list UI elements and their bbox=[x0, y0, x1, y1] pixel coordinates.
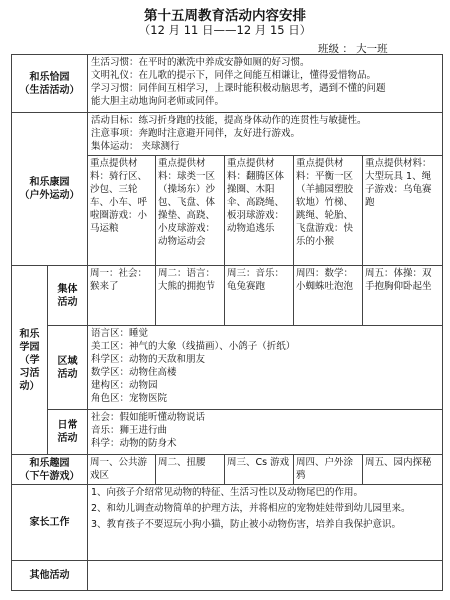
play-day-cell: 周三、Cs 游戏 bbox=[225, 455, 294, 485]
area-line: 数学区：动物住高楼 bbox=[91, 367, 177, 378]
play-day-cell: 周二、扭腰 bbox=[156, 455, 225, 485]
page-title: 第十五周教育活动内容安排 bbox=[144, 8, 306, 24]
group-day-cell: 周五：体操：双手抱胸仰卧起坐 bbox=[363, 266, 443, 326]
area-line: 科学区：动物的天敌和朋友 bbox=[91, 354, 206, 365]
outdoor-day-cell: 重点提供材料：平衡一区（羊捕园塑胶软地）竹梯、跳绳、轮胎、飞盘游戏：快乐的小猴 bbox=[294, 156, 363, 266]
life-row bbox=[12, 55, 443, 113]
outdoor-day-cell: 重点提供材料：骑行区、沙包、三轮车、小车、呼啦圈游戏：小马运粮 bbox=[88, 156, 156, 266]
outdoor-goal: 活动目标：练习折身跑的技能，提高身体动作的连贯性与敏捷性。 bbox=[91, 115, 367, 126]
other-content bbox=[88, 561, 443, 591]
daily-line: 科学：动物的防身术 bbox=[91, 438, 177, 449]
play-section-header: 和乐趣园 （下午游戏） bbox=[12, 455, 88, 485]
life-line: 文明礼仪：在儿歌的提示下，同伴之间能互相谦让，懂得爱惜物品。 bbox=[91, 70, 377, 81]
area-activity-label: 区域 活动 bbox=[48, 326, 88, 410]
play-day-cell: 周一、公共游戏区 bbox=[88, 455, 156, 485]
schedule-table bbox=[11, 54, 443, 591]
parents-content bbox=[88, 485, 443, 561]
study-group-row bbox=[12, 266, 443, 326]
other-row bbox=[12, 561, 443, 591]
study-area-row bbox=[12, 326, 443, 410]
parents-item: 1、向孩子介绍常见动物的特征、生活习性以及动物尾巴的作用。 bbox=[91, 487, 364, 498]
play-row bbox=[12, 455, 443, 485]
area-line: 语言区：睡觉 bbox=[91, 328, 149, 339]
parents-section-header: 家长工作 bbox=[12, 485, 88, 561]
group-day-cell: 周四：数学：小蜘蛛吐泡泡 bbox=[294, 266, 363, 326]
outdoor-intro-row bbox=[12, 113, 443, 156]
life-content bbox=[88, 55, 443, 113]
parents-item: 2、和幼儿调查动物简单的护理方法，并将相应的宠物娃娃带到幼儿园里来。 bbox=[91, 503, 411, 514]
outdoor-intro bbox=[88, 113, 443, 156]
area-activity-content bbox=[88, 326, 443, 410]
class-label: 班级 ： 大一班 bbox=[318, 43, 388, 55]
area-line: 角色区：宠物医院 bbox=[91, 393, 168, 404]
daily-activity-content bbox=[88, 410, 443, 455]
outdoor-section-header: 和乐康园 （户外运动） bbox=[12, 113, 88, 266]
parents-item: 3、教育孩子不要逗玩小狗小猫，防止被小动物伤害，培养自我保护意识。 bbox=[91, 519, 402, 530]
daily-activity-label: 日常 活动 bbox=[48, 410, 88, 455]
date-range: （12 月 11 日——12 月 15 日） bbox=[138, 23, 312, 37]
play-day-cell: 周五、园内探秘 bbox=[363, 455, 443, 485]
life-line: 学习习惯：同伴间互相学习，上课时能积极动脑思考，遇到不懂的问题 bbox=[91, 83, 386, 94]
study-daily-row bbox=[12, 410, 443, 455]
outdoor-notice: 注意事项：奔跑时注意避开同伴，友好进行游戏。 bbox=[91, 128, 301, 139]
other-section-header: 其他活动 bbox=[12, 561, 88, 591]
life-line: 生活习惯：在平时的漱洗中养成安静如厕的好习惯。 bbox=[91, 57, 310, 68]
group-day-cell: 周二：语言：大熊的拥抱节 bbox=[156, 266, 225, 326]
study-section-header: 和乐 学园 （学 习活 动） bbox=[12, 266, 48, 455]
group-activity-label: 集体 活动 bbox=[48, 266, 88, 326]
outdoor-day-cell: 重点提供材料：翻腾区体操圈、木阳伞、高跷绳、板羽球游戏：动物追逃乐 bbox=[225, 156, 294, 266]
outdoor-day-cell: 重点提供材料：球类一区（操场东）沙包、飞盘、体操垫、高跷、小皮球游戏：动物运动会 bbox=[156, 156, 225, 266]
daily-line: 社会：假如能听懂动物说话 bbox=[91, 412, 206, 423]
group-day-cell: 周三：音乐：龟兔赛跑 bbox=[225, 266, 294, 326]
outdoor-game: 集体运动： 夹球测行 bbox=[91, 141, 180, 152]
outdoor-day-cell: 重点提供材料：大型玩具 1、绳子游戏：乌龟赛跑 bbox=[363, 156, 443, 266]
life-line: 能大胆主动地询问老师或同伴。 bbox=[91, 96, 225, 107]
play-day-cell: 周四、户外涂鸦 bbox=[294, 455, 363, 485]
group-day-cell: 周一：社会：猴来了 bbox=[88, 266, 156, 326]
life-section-header: 和乐恰园 （生活活动） bbox=[12, 55, 88, 113]
area-line: 建构区：动物园 bbox=[91, 380, 158, 391]
area-line: 美工区：神气的大象（线描画）、小鸽子（折纸） bbox=[91, 341, 296, 352]
daily-line: 音乐：狮王进行曲 bbox=[91, 425, 168, 436]
parents-row bbox=[12, 485, 443, 561]
